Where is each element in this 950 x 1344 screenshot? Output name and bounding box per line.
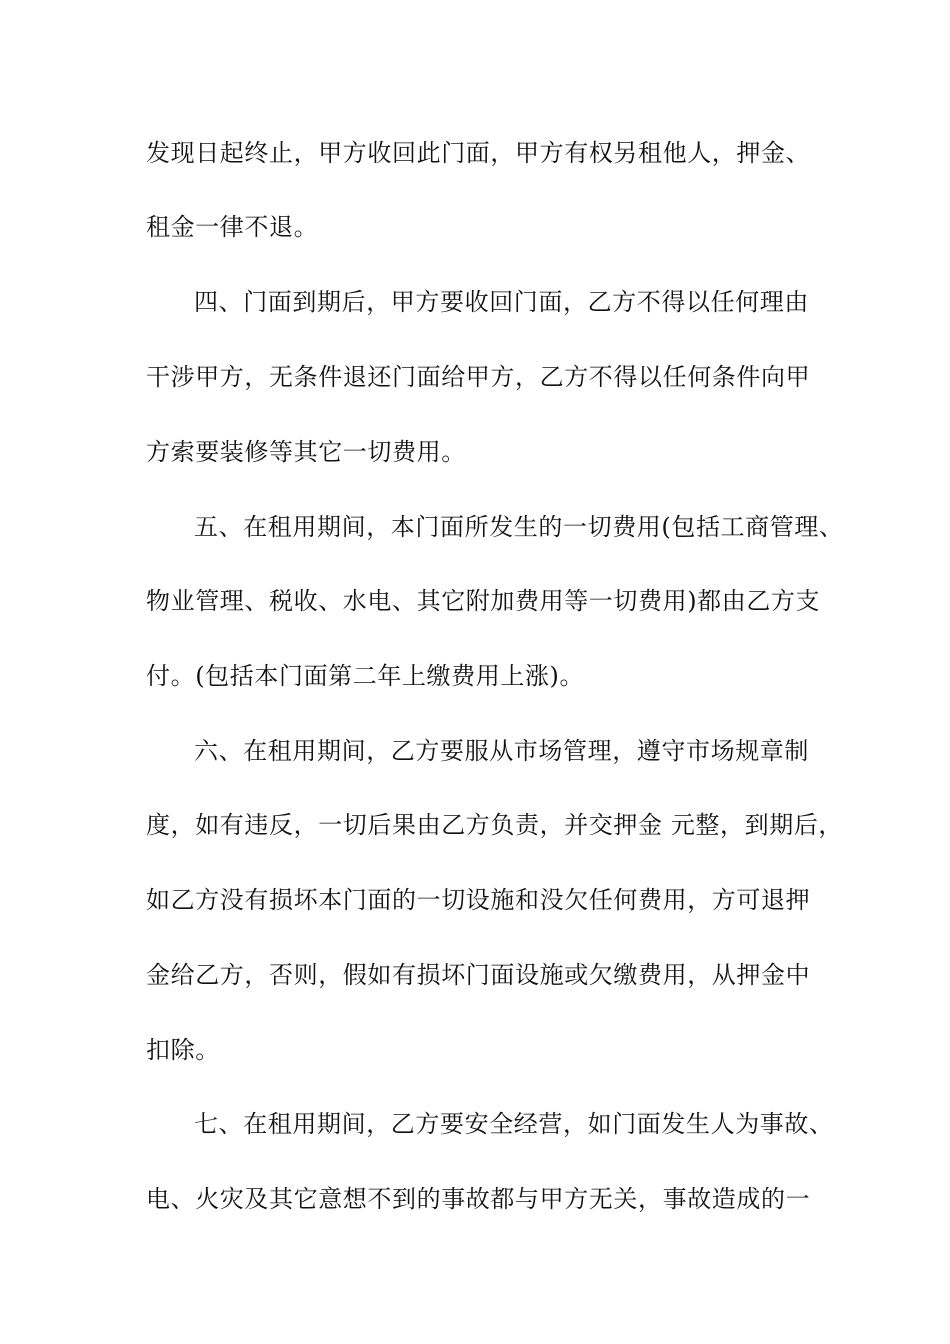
text-line: 扣除。 [146, 1036, 220, 1064]
text-line: 方索要装修等其它一切费用。 [146, 438, 466, 466]
text-line: 如乙方没有损坏本门面的一切设施和没欠任何费用，方可退押 [146, 886, 811, 914]
text-line: 物业管理、税收、水电、其它附加费用等一切费用)都由乙方支 [146, 587, 821, 615]
text-line: 发现日起终止，甲方收回此门面，甲方有权另租他人，押金、 [146, 139, 811, 167]
text-line: 度，如有违反，一切后果由乙方负责，并交押金 元整，到期后， [146, 811, 844, 839]
paragraph-7-start: 七、在租用期间，乙方要安全经营，如门面发生人为事故、 [194, 1110, 834, 1138]
text-line: 电、火灾及其它意想不到的事故都与甲方无关，事故造成的一 [146, 1185, 811, 1213]
text-line: 付。(包括本门面第二年上缴费用上涨)。 [146, 662, 585, 690]
text-line: 租金一律不退。 [146, 213, 319, 241]
paragraph-4-start: 四、门面到期后，甲方要收回门面，乙方不得以任何理由 [194, 288, 809, 316]
paragraph-6-start: 六、在租用期间，乙方要服从市场管理，遵守市场规章制 [194, 737, 809, 765]
text-line: 干涉甲方，无条件退还门面给甲方，乙方不得以任何条件向甲 [146, 363, 811, 391]
text-line: 金给乙方，否则，假如有损坏门面设施或欠缴费用，从押金中 [146, 961, 811, 989]
paragraph-5-start: 五、在租用期间，本门面所发生的一切费用(包括工商管理、 [194, 513, 844, 541]
